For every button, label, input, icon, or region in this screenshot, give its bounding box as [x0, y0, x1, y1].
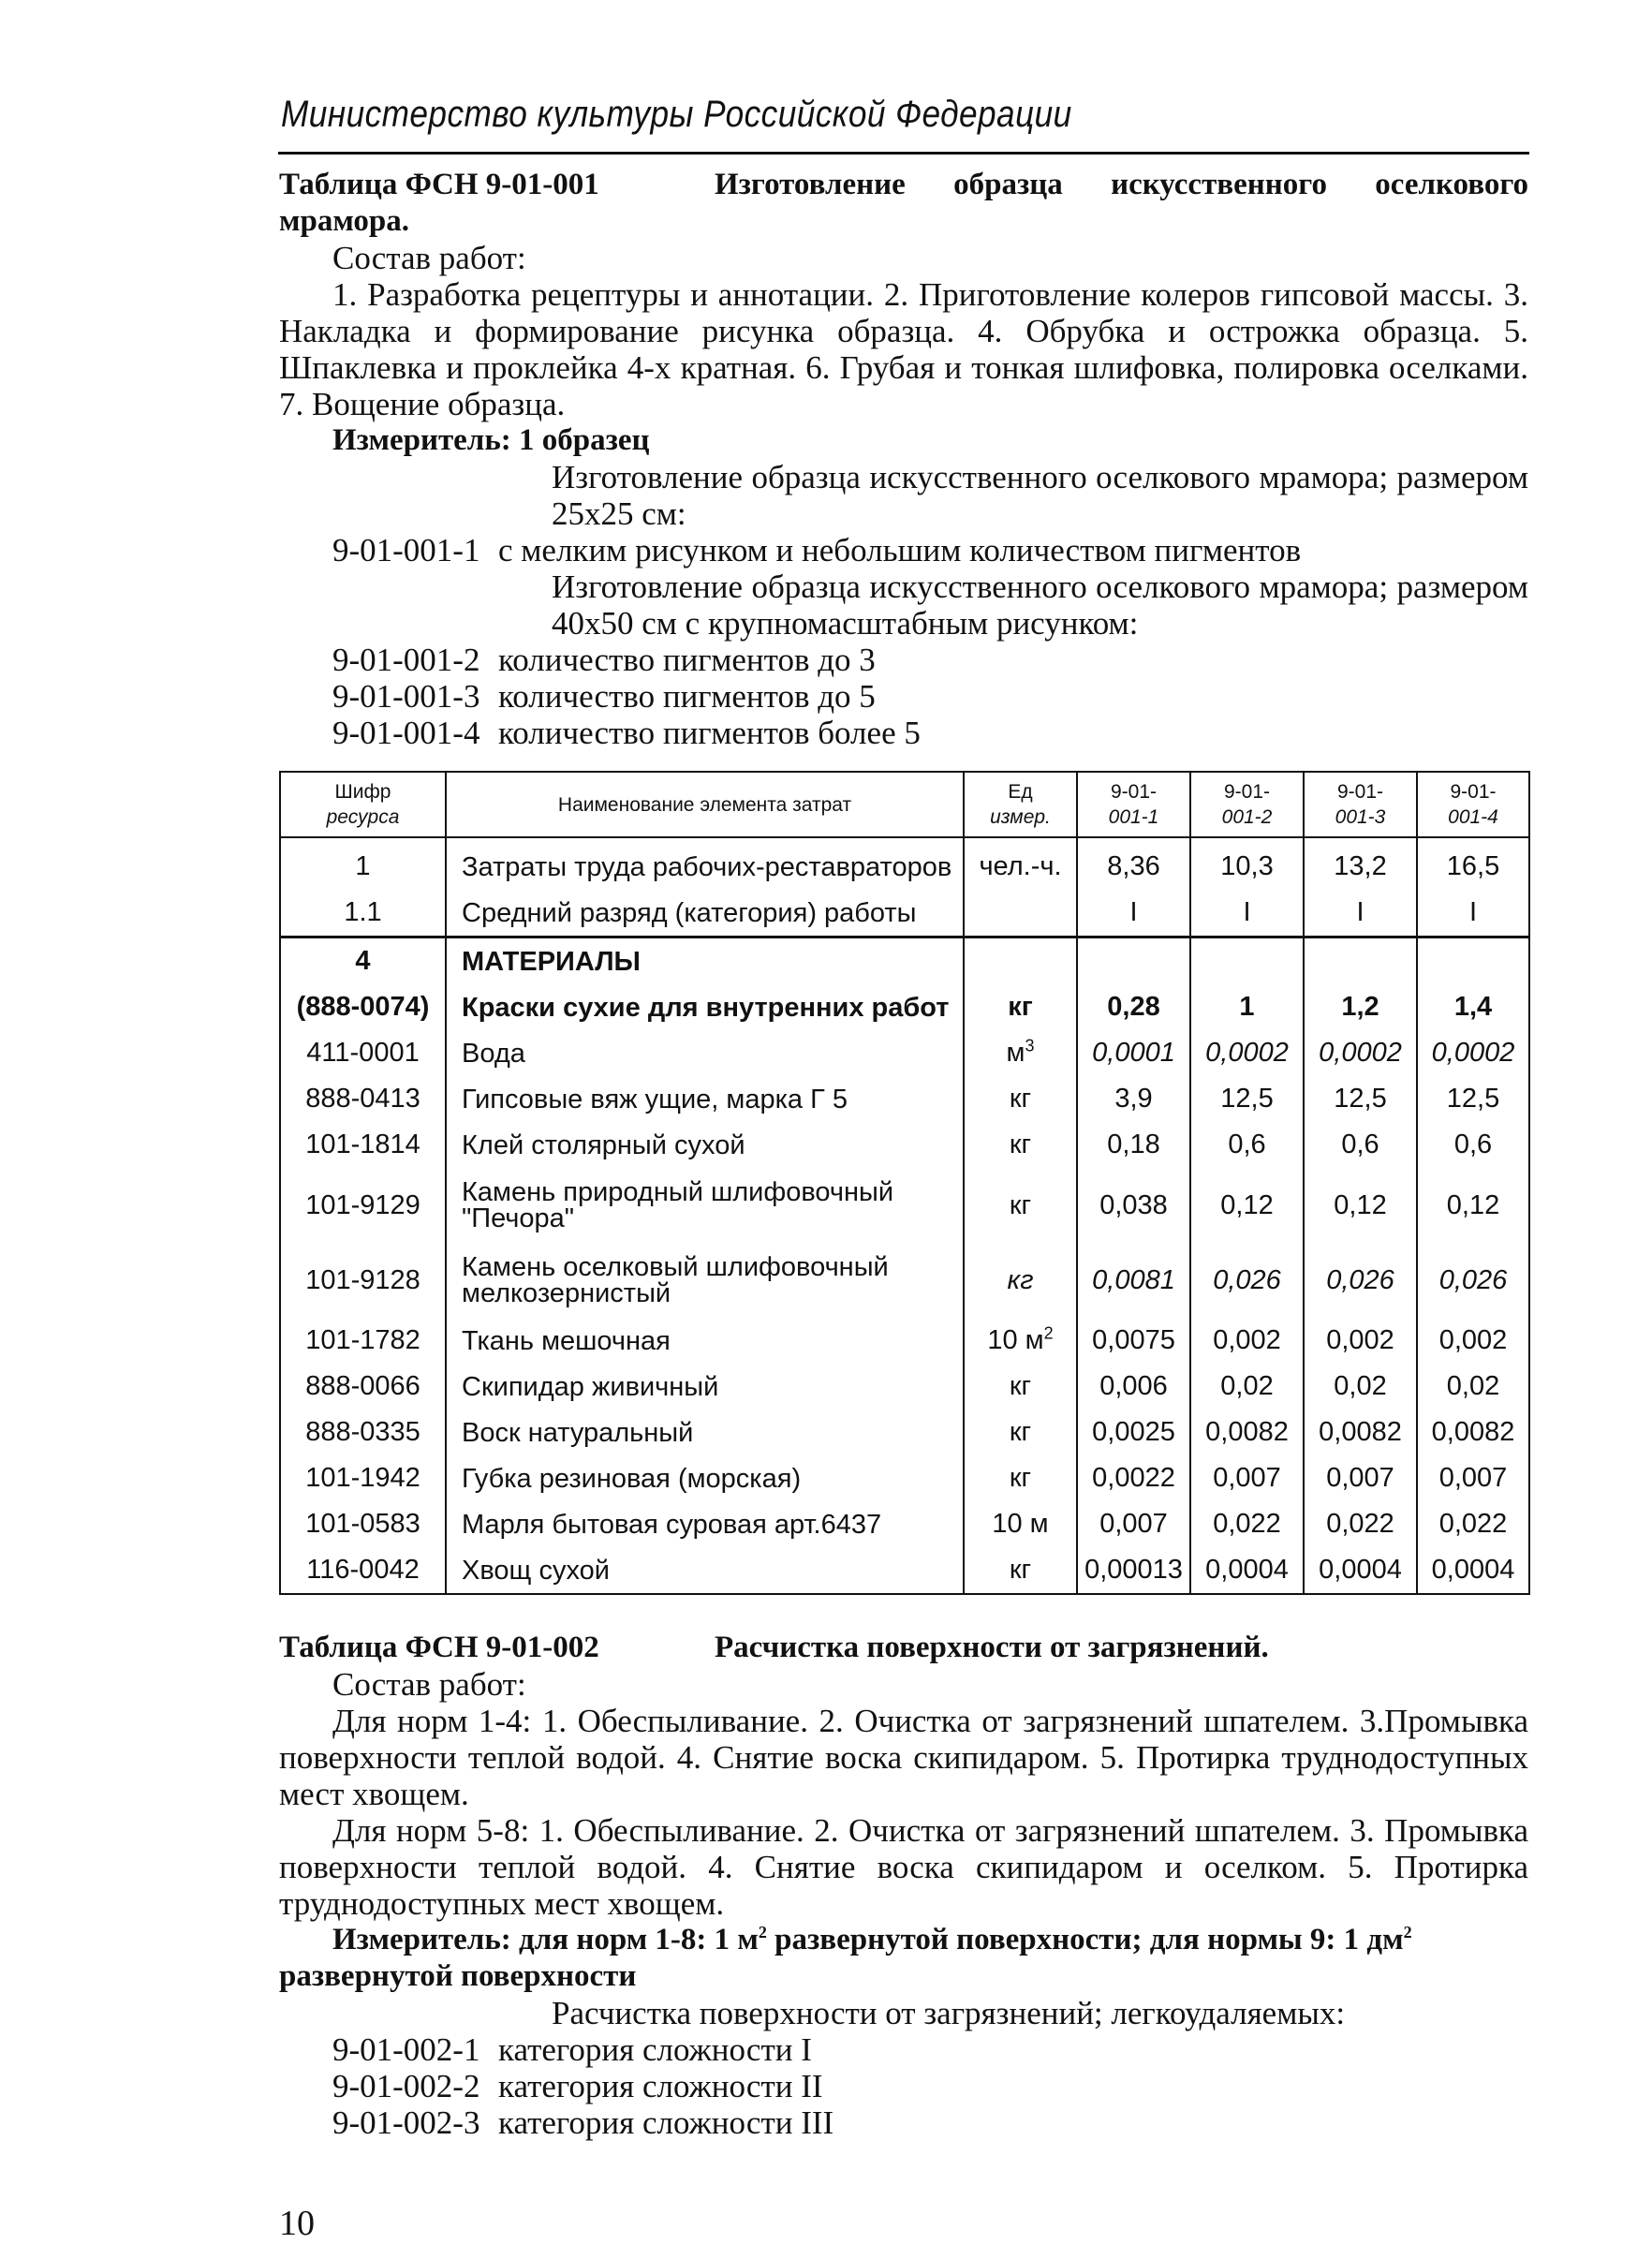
- table-caption-continuation: мрамора.: [279, 204, 409, 238]
- norm-text: количество пигментов до 3: [498, 642, 876, 678]
- norm-text: категория сложности III: [498, 2104, 834, 2141]
- table-row: [280, 1243, 1529, 1318]
- cell-value: 0,002: [1304, 1318, 1417, 1364]
- cell-code: 101-9128: [280, 1243, 446, 1318]
- cell-value: 0,026: [1304, 1243, 1417, 1318]
- cell-unit: кг: [964, 1243, 1077, 1318]
- cell-value: 0,12: [1190, 1168, 1304, 1243]
- header-resource-code: Шифр ресурса: [280, 772, 446, 837]
- cell-value: 0,026: [1190, 1243, 1304, 1318]
- cell-name: Краски сухие для внутренних работ: [446, 984, 964, 1030]
- resource-cost-table: [279, 771, 1530, 1595]
- cell-value: 12,5: [1417, 1076, 1529, 1122]
- cell-value: 0,00013: [1077, 1547, 1190, 1594]
- cell-code: 101-1942: [280, 1455, 446, 1501]
- cell-value: 0,022: [1417, 1501, 1529, 1547]
- header-norm-2: 9-01- 001-2: [1190, 772, 1304, 837]
- norm-description: Изготовление образца искусственного оселкового мрамора; размером 25х25 см:: [552, 459, 1528, 532]
- cell-value: 0,02: [1190, 1364, 1304, 1410]
- table-caption: [279, 167, 1528, 203]
- header-norm-3: 9-01- 001-3: [1304, 772, 1417, 837]
- norm-code: 9-01-002-2: [332, 2068, 480, 2104]
- cell-value: 0,0001: [1077, 1030, 1190, 1076]
- cell-value: [1304, 937, 1417, 985]
- cell-unit: кг: [964, 1455, 1077, 1501]
- cell-value: 0,038: [1077, 1168, 1190, 1243]
- cell-name: Хвощ сухой: [446, 1547, 964, 1594]
- header-norm-4: 9-01- 001-4: [1417, 772, 1529, 837]
- cell-value: 0,6: [1190, 1122, 1304, 1168]
- cell-code: 411-0001: [280, 1030, 446, 1076]
- cell-code: 888-0413: [280, 1076, 446, 1122]
- cell-code: 116-0042: [280, 1547, 446, 1594]
- cell-unit: кг: [964, 1364, 1077, 1410]
- works-text: Для норм 1-4: 1. Обеспыливание. 2. Очистка от загрязнений шпателем. 3.Промывка поверхности теплой водой. 4. Снятие воска скипидаром. 5. Протирка труднодоступных мест хвощем.: [279, 1703, 1528, 1812]
- cell-value: I: [1304, 890, 1417, 937]
- table-row: [280, 1318, 1529, 1364]
- cell-code: 101-0583: [280, 1501, 446, 1547]
- cell-code: 101-1782: [280, 1318, 446, 1364]
- norm-row: [279, 2068, 1528, 2104]
- cell-name: Ткань мешочная: [446, 1318, 964, 1364]
- cell-code: 888-0066: [280, 1364, 446, 1410]
- table-row: [280, 1547, 1529, 1594]
- cell-value: 16,5: [1417, 837, 1529, 890]
- table-caption-title: Расчистка поверхности от загрязнений.: [715, 1631, 1269, 1664]
- cell-code: (888-0074): [280, 984, 446, 1030]
- cell-unit: кг: [964, 1076, 1077, 1122]
- cell-name: Затраты труда рабочих-реставраторов: [446, 837, 964, 890]
- cell-value: 0,022: [1190, 1501, 1304, 1547]
- cell-unit: кг: [964, 1168, 1077, 1243]
- cell-value: 0,0022: [1077, 1455, 1190, 1501]
- table-caption-title: Изготовление образца искусственного оселкового: [715, 168, 1528, 201]
- table-row: [280, 837, 1529, 890]
- section-9-01-001: [279, 167, 1528, 751]
- cell-value: 0,0082: [1417, 1410, 1529, 1455]
- norm-code: 9-01-001-3: [332, 678, 480, 715]
- works-text: 1. Разработка рецептуры и аннотации. 2. Приготовление колеров гипсовой массы. 3. Накладка и формирование рисунка образца. 4. Обрубка и острожка образца. 5. Шпаклевка и проклейка 4-х кратная. 6. Грубая и тонкая шлифовка, полировка оселками. 7. Вощение образца.: [279, 276, 1528, 422]
- cell-code: 1.1: [280, 890, 446, 937]
- cell-value: 0,0002: [1417, 1030, 1529, 1076]
- norm-text: с мелким рисунком и небольшим количеством пигментов: [498, 532, 1302, 568]
- page-number: 10: [279, 2204, 315, 2243]
- cell-value: 0,0081: [1077, 1243, 1190, 1318]
- cell-unit: кг: [964, 1547, 1077, 1594]
- cell-value: 0,002: [1417, 1318, 1529, 1364]
- cell-value: 0,0002: [1304, 1030, 1417, 1076]
- table-row: [280, 890, 1529, 937]
- cell-value: 0,002: [1190, 1318, 1304, 1364]
- cell-value: 3,9: [1077, 1076, 1190, 1122]
- cell-unit: 10 $м^2$: [964, 1318, 1077, 1364]
- norm-code: 9-01-002-3: [332, 2104, 480, 2141]
- cell-value: [1190, 937, 1304, 985]
- norm-row: [279, 2104, 1528, 2141]
- cell-value: 0,6: [1417, 1122, 1529, 1168]
- cell-unit: кг: [964, 1410, 1077, 1455]
- header-element-name: Наименование элемента затрат: [446, 772, 964, 837]
- cell-value: 0,12: [1417, 1168, 1529, 1243]
- cell-name: Камень природный шлифовочный "Печора": [446, 1168, 964, 1243]
- cell-name: Камень оселковый шлифовочный мелкозернистый: [446, 1243, 964, 1318]
- table-caption-code: Таблица ФСН 9-01-001: [279, 168, 599, 201]
- cell-value: 12,5: [1190, 1076, 1304, 1122]
- cell-unit: [964, 890, 1077, 937]
- cell-value: 0,006: [1077, 1364, 1190, 1410]
- cell-value: 0,0004: [1304, 1547, 1417, 1594]
- cell-unit: чел.-ч.: [964, 837, 1077, 890]
- table-row: [280, 1410, 1529, 1455]
- cell-name: МАТЕРИАЛЫ: [446, 937, 964, 985]
- cell-value: 0,0025: [1077, 1410, 1190, 1455]
- cell-code: 1: [280, 837, 446, 890]
- cell-value: 0,02: [1304, 1364, 1417, 1410]
- cell-name: Средний разряд (категория) работы: [446, 890, 964, 937]
- cell-value: 0,007: [1190, 1455, 1304, 1501]
- cell-value: 0,0082: [1190, 1410, 1304, 1455]
- table-row: [280, 1122, 1529, 1168]
- cell-code: 101-1814: [280, 1122, 446, 1168]
- table-caption: [279, 1630, 1528, 1666]
- norm-description: Изготовление образца искусственного оселкового мрамора; размером 40х50 см с крупномасштабным рисунком:: [552, 568, 1528, 642]
- measure-unit: Измеритель: для норм 1-8: 1 $м^2$ развернутой поверхности; для нормы 9: 1 $дм^2$: [332, 1923, 1412, 1956]
- table-row-section: [280, 937, 1529, 985]
- cell-value: 0,007: [1417, 1455, 1529, 1501]
- cell-name: Воск натуральный: [446, 1410, 964, 1455]
- cell-value: 0,0082: [1304, 1410, 1417, 1455]
- cell-code: 4: [280, 937, 446, 985]
- norm-code: 9-01-002-1: [332, 2031, 480, 2068]
- header-rule: [278, 152, 1529, 155]
- table-row: [280, 1455, 1529, 1501]
- cell-value: [1077, 937, 1190, 985]
- section-9-01-002: [279, 1630, 1528, 2141]
- table-caption-code: Таблица ФСН 9-01-002: [279, 1631, 599, 1664]
- cell-unit: 10 м: [964, 1501, 1077, 1547]
- cell-value: 0,18: [1077, 1122, 1190, 1168]
- table-row: [280, 1364, 1529, 1410]
- norm-code: 9-01-001-2: [332, 642, 480, 678]
- cell-value: 10,3: [1190, 837, 1304, 890]
- cell-value: 0,0004: [1190, 1547, 1304, 1594]
- header-norm-1: 9-01- 001-1: [1077, 772, 1190, 837]
- cell-value: 0,022: [1304, 1501, 1417, 1547]
- measure-unit: Измеритель: 1 образец: [332, 423, 650, 457]
- cell-value: 12,5: [1304, 1076, 1417, 1122]
- norm-text: категория сложности I: [498, 2031, 812, 2068]
- cell-value: [1417, 937, 1529, 985]
- cell-value: I: [1077, 890, 1190, 937]
- cell-value: 0,02: [1417, 1364, 1529, 1410]
- cell-value: 0,6: [1304, 1122, 1417, 1168]
- cell-name: Марля бытовая суровая арт.6437: [446, 1501, 964, 1547]
- cell-unit: [964, 937, 1077, 985]
- cell-value: I: [1417, 890, 1529, 937]
- cell-value: 1: [1190, 984, 1304, 1030]
- cell-name: Клей столярный сухой: [446, 1122, 964, 1168]
- cell-value: 0,026: [1417, 1243, 1529, 1318]
- norm-code: 9-01-001-1: [332, 532, 480, 568]
- cell-value: 0,0002: [1190, 1030, 1304, 1076]
- table-row: [280, 1030, 1529, 1076]
- cell-name: Гипсовые вяж ущие, марка Г 5: [446, 1076, 964, 1122]
- cell-value: 0,007: [1077, 1501, 1190, 1547]
- cell-name: Вода: [446, 1030, 964, 1076]
- table-row: [280, 984, 1529, 1030]
- cell-value: 0,0075: [1077, 1318, 1190, 1364]
- works-label: Состав работ:: [332, 240, 526, 276]
- cell-value: 13,2: [1304, 837, 1417, 890]
- measure-unit-continuation: развернутой поверхности: [279, 1959, 637, 1993]
- norm-text: количество пигментов более 5: [498, 715, 921, 751]
- cell-unit: $м^3$: [964, 1030, 1077, 1076]
- cell-value: I: [1190, 890, 1304, 937]
- works-text: Для норм 5-8: 1. Обеспыливание. 2. Очистка от загрязнений шпателем. 3. Промывка поверхности теплой водой. 4. Снятие воска скипидаром и оселком. 5. Протирка труднодоступных мест хвощем.: [279, 1812, 1528, 1922]
- cell-name: Скипидар живичный: [446, 1364, 964, 1410]
- cell-value: 0,0004: [1417, 1547, 1529, 1594]
- norm-text: категория сложности II: [498, 2068, 823, 2104]
- table-row: [280, 1501, 1529, 1547]
- page-header: Министерство культуры Российской Федерации: [281, 94, 1072, 135]
- table-row: [280, 1076, 1529, 1122]
- cell-value: 0,12: [1304, 1168, 1417, 1243]
- table-row: [280, 1168, 1529, 1243]
- table-header-row: [280, 772, 1529, 837]
- cell-value: 0,28: [1077, 984, 1190, 1030]
- cell-value: 1,2: [1304, 984, 1417, 1030]
- cell-value: 0,007: [1304, 1455, 1417, 1501]
- cell-unit: кг: [964, 1122, 1077, 1168]
- norm-description: Расчистка поверхности от загрязнений; легкоудаляемых:: [552, 1995, 1346, 2031]
- norm-row: [279, 642, 1528, 678]
- cell-code: 888-0335: [280, 1410, 446, 1455]
- cell-name: Губка резиновая (морская): [446, 1455, 964, 1501]
- cell-value: 8,36: [1077, 837, 1190, 890]
- cell-code: 101-9129: [280, 1168, 446, 1243]
- norm-row: [279, 2031, 1528, 2068]
- norm-code: 9-01-001-4: [332, 715, 480, 751]
- norm-row: [279, 678, 1528, 715]
- norm-row: [279, 715, 1528, 751]
- norm-row: [279, 532, 1528, 568]
- cell-value: 1,4: [1417, 984, 1529, 1030]
- cell-unit: кг: [964, 984, 1077, 1030]
- works-label: Состав работ:: [332, 1666, 526, 1703]
- header-unit: Ед измер.: [964, 772, 1077, 837]
- norm-text: количество пигментов до 5: [498, 678, 876, 715]
